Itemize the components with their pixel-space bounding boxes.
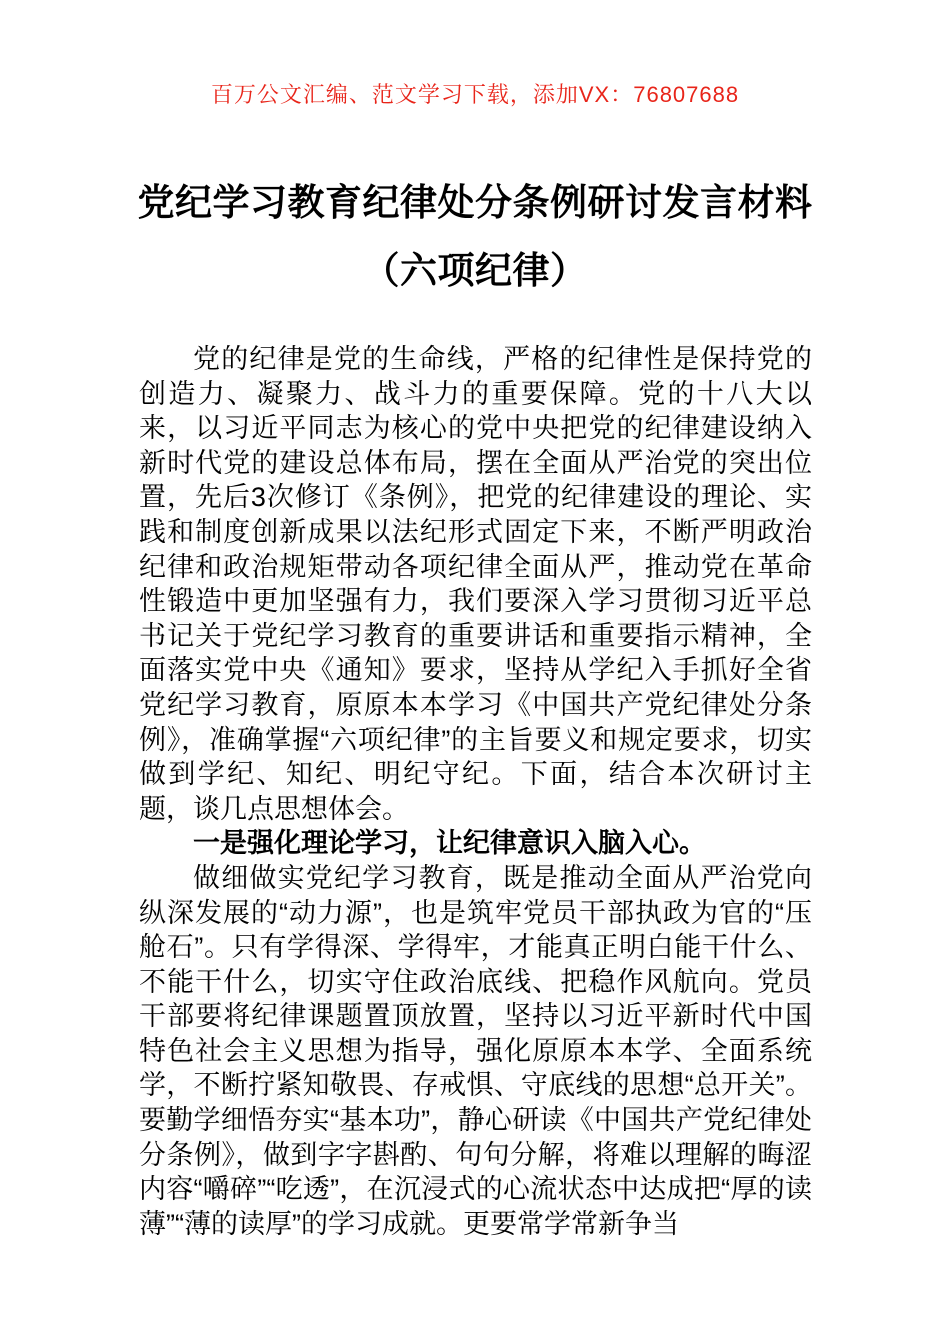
document-body xyxy=(139,342,812,1241)
opening-paragraph: 党的纪律是党的生命线，严格的纪律性是保持党的创造力、凝聚力、战斗力的重要保障。党的十八大以来，以习近平同志为核心的党中央把党的纪律建设纳入新时代党的建设总体布局，摆在全面从严治党的突出位置，先后3次修订《条例》，把党的纪律建设的理论、实践和制度创新成果以法纪形式固定下来，不断严明政治纪律和政治规矩带动各项纪律全面从严，推动党在革命性锻造中更加坚强有力，我们要深入学习贯彻习近平总书记关于党纪学习教育的重要讲话和重要指示精神，全面落实党中央《通知》要求，坚持从学纪入手抓好全省党纪学习教育，原原本本学习《中国共产党纪律处分条例》，准确掌握“六项纪律”的主旨要义和规定要求，切实做到学纪、知纪、明纪守纪。下面，结合本次研讨主题，谈几点思想体会。 xyxy=(139,344,812,824)
document-title xyxy=(0,169,950,305)
promo-banner: 百万公文汇编、范文学习下载，添加VX：76807688 xyxy=(210,82,740,107)
section-heading-1: 一是强化理论学习，让纪律意识入脑入心。 xyxy=(193,828,706,859)
section-paragraph-1: 做细做实党纪学习教育，既是推动全面从严治党向纵深发展的“动力源”，也是筑牢党员干部执政为官的“压舱石”。只有学得深、学得牢，才能真正明白能干什么、不能干什么，切实守住政治底线、把稳作风航向。党员干部要将纪律课题置顶放置，坚持以习近平新时代中国特色社会主义思想为指导，强化原原本本学、全面系统学，不断拧紧知敬畏、存戒惧、守底线的思想“总开关”。要勤学细悟夯实“基本功”，静心研读《中国共产党纪律处分条例》，做到字字斟酌、句句分解，将难以理解的晦涩内容“嚼碎”“吃透”，在沉浸式的心流状态中达成把“厚的读薄”“薄的读厚”的学习成就。更要常学常新争当 xyxy=(139,862,812,1239)
title-line-1: 党纪学习教育纪律处分条例研讨发言材料 xyxy=(137,182,813,223)
title-line-2: （六项纪律） xyxy=(362,250,588,291)
